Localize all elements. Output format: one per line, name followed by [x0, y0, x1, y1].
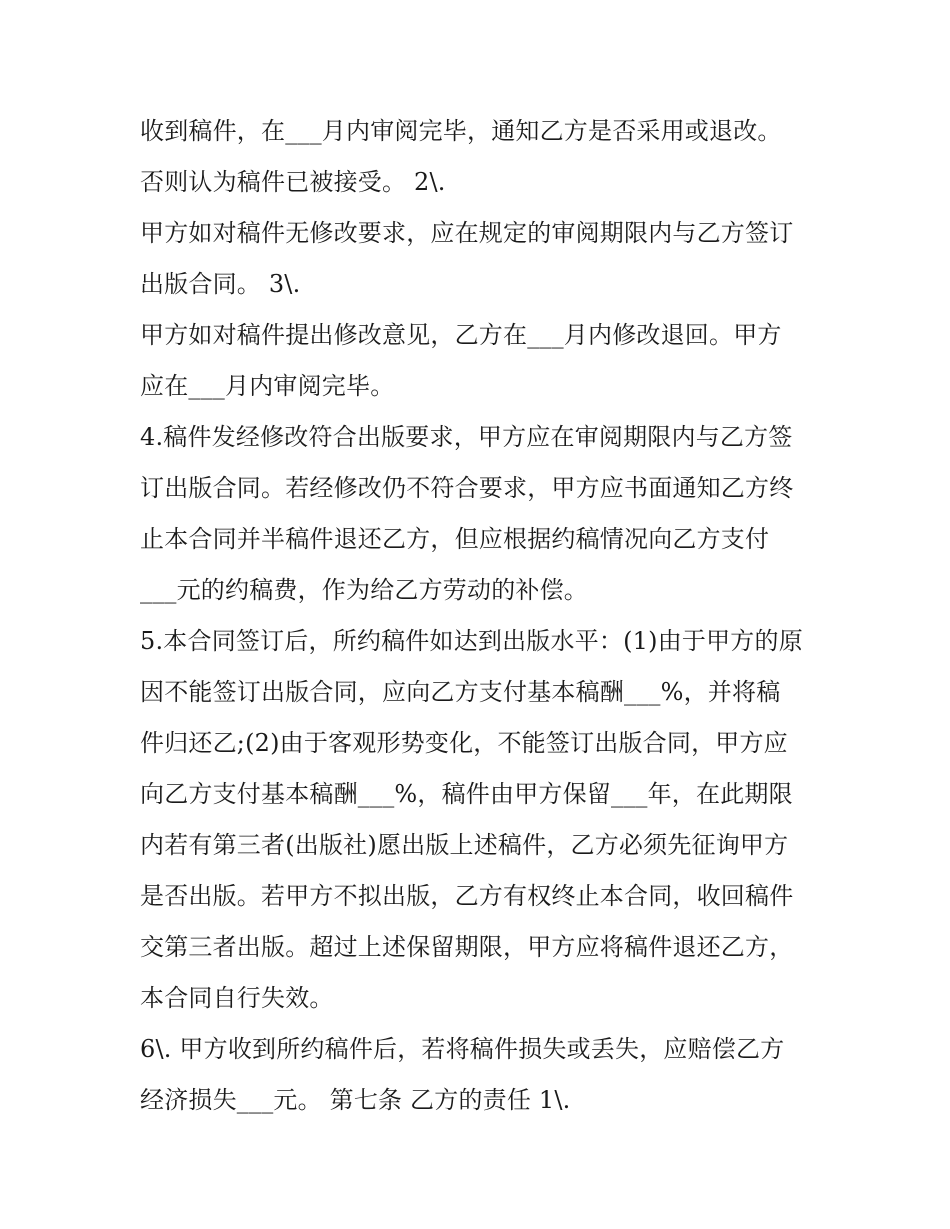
text-line-9: 止本合同并半稿件退还乙方，但应根据约稿情况向乙方支付 [140, 525, 770, 553]
text-line-10: ___元的约稿费，作为给乙方劳动的补偿。 [140, 576, 588, 604]
text-line-12: 因不能签订出版合同，应向乙方支付基本稿酬___%，并将稿 [140, 678, 781, 706]
text-line-7: 4.稿件发经修改符合出版要求，甲方应在审阅期限内与乙方签 [140, 423, 793, 451]
text-line-11: 5.本合同签订后，所约稿件如达到出版水平：(1)由于甲方的原 [140, 627, 803, 655]
text-line-4: 出版合同。 3\. [140, 270, 301, 298]
document-body [140, 106, 820, 1126]
text-line-8: 订出版合同。若经修改仍不符合要求，甲方应书面通知乙方终 [140, 474, 794, 502]
text-line-20: 经济损失___元。 第七条 乙方的责任 1\. [140, 1086, 571, 1114]
text-line-6: 应在___月内审阅完毕。 [140, 372, 395, 400]
text-line-14: 向乙方支付基本稿酬___%，稿件由甲方保留___年，在此期限 [140, 780, 793, 808]
text-line-18: 本合同自行失效。 [140, 984, 334, 1012]
text-line-5: 甲方如对稿件提出修改意见，乙方在___月内修改退回。甲方 [140, 321, 782, 349]
text-line-3: 甲方如对稿件无修改要求，应在规定的审阅期限内与乙方签订 [140, 219, 794, 247]
text-line-19: 6\. 甲方收到所约稿件后，若将稿件损失或丢失，应赔偿乙方 [140, 1035, 785, 1063]
text-line-1: 收到稿件，在___月内审阅完毕，通知乙方是否采用或退改。 [140, 117, 782, 145]
text-line-13: 件归还乙;(2)由于客观形势变化，不能签订出版合同，甲方应 [140, 729, 788, 757]
text-line-17: 交第三者出版。超过上述保留期限，甲方应将稿件退还乙方， [140, 933, 794, 961]
text-line-2: 否则认为稿件已被接受。 2\. [140, 168, 446, 196]
text-line-16: 是否出版。若甲方不拟出版，乙方有权终止本合同，收回稿件 [140, 882, 794, 910]
text-line-15: 内若有第三者(出版社)愿出版上述稿件，乙方必须先征询甲方 [140, 831, 789, 859]
